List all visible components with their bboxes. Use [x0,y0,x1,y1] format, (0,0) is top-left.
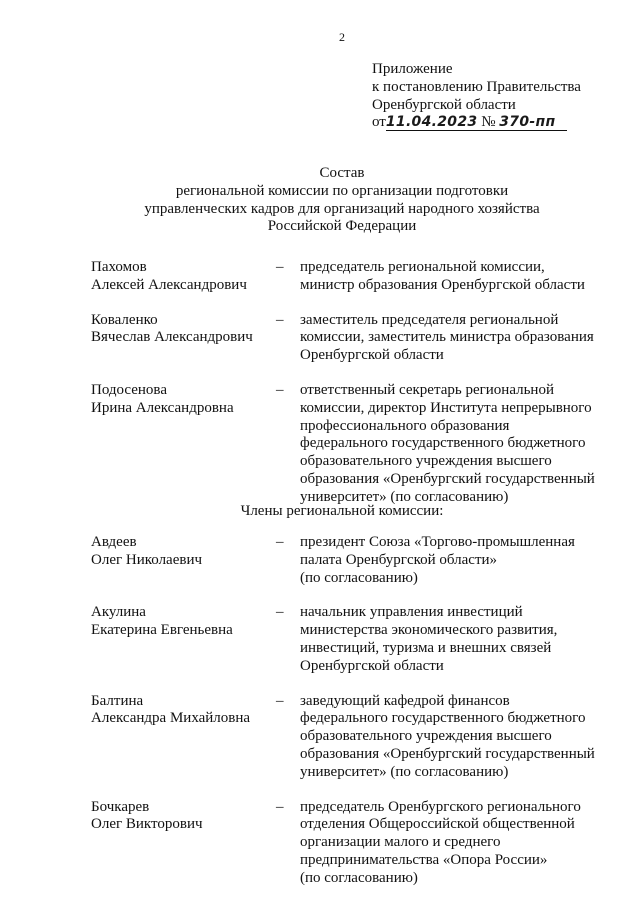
decree-number: 370-пп [499,114,556,131]
member-row [91,534,611,587]
dash: – [276,311,284,328]
appendix-label: Приложение [372,61,453,77]
decree-date: 11.04.2023 [385,114,478,131]
member-given-names: Екатерина Евгеньевна [91,622,233,639]
member-position: председатель Оренбургского регионального отделения Общероссийской общественной организации малого и среднего предпринимательства «Опора России» (по согласованию) [300,798,581,886]
leadership-list [91,259,611,524]
member-row [91,693,611,782]
member-row [91,312,611,365]
members-list [91,534,611,905]
member-position: начальник управления инвестиций министерства экономического развития, инвестиций, туризма и внешних связей Оренбургской области [300,604,558,674]
member-name [91,604,276,675]
member-row [91,799,611,888]
member-surname: Бочкарев [91,798,150,815]
member-surname: Подосенова [91,381,167,398]
title-line: Российской Федерации [267,218,417,235]
member-surname: Коваленко [91,311,158,328]
member-given-names: Олег Викторович [91,816,203,833]
appendix-block [372,61,632,132]
appendix-region: Оренбургской области [372,96,516,113]
member-name [91,693,276,782]
member-given-names: Олег Николаевич [91,551,203,568]
member-position: заведующий кафедрой финансов федерального государственного бюджетного образовательного учреждения высшего образования «Оренбургский государственный университет» (по согласованию) [300,692,595,780]
number-sign: № [481,114,496,131]
decree-date-number [372,114,632,132]
decree-date-underline [386,115,567,131]
title-line: региональной комиссии по организации подготовки [175,182,509,199]
member-row [91,382,611,507]
member-given-names: Александра Михайловна [91,710,251,727]
member-position: ответственный секретарь региональной комиссии, директор Института непрерывного профессионального образования федерального государственного бюджетного образовательного учреждения высшего образования «Оренбургский государственный университет» (по согласованию) [300,381,595,505]
members-heading: Члены региональной комиссии: [240,503,444,519]
dash: – [276,381,284,398]
member-given-names: Вячеслав Александрович [91,329,253,346]
member-position: президент Союза «Торгово-промышленная палата Оренбургской области» (по согласованию) [300,534,575,586]
appendix-decree-ref: к постановлению Правительства [372,78,581,95]
member-surname: Акулина [91,604,146,621]
dash: – [276,534,284,550]
member-row [91,604,611,675]
document-title [0,165,640,236]
from-label: от [372,114,386,131]
dash: – [276,259,284,275]
title-line: управленческих кадров для организаций народного хозяйства [144,200,540,217]
member-surname: Авдеев [91,534,137,550]
member-name [91,259,276,295]
member-name [91,312,276,365]
member-surname: Пахомов [91,259,147,275]
member-position: председатель региональной комиссии, министр образования Оренбургской области [300,259,585,293]
member-name [91,382,276,507]
dash: – [276,692,284,709]
member-surname: Балтина [91,692,144,709]
member-position: заместитель председателя региональной комиссии, заместитель министра образования Оренбургской области [300,311,594,364]
dash: – [276,604,284,621]
member-row [91,259,611,295]
title-line: Состав [319,165,365,181]
member-given-names: Ирина Александровна [91,399,234,416]
member-name [91,799,276,888]
member-given-names: Алексей Александрович [91,276,247,293]
page-number: 2 [339,30,345,44]
dash: – [276,798,284,815]
member-name [91,534,276,587]
